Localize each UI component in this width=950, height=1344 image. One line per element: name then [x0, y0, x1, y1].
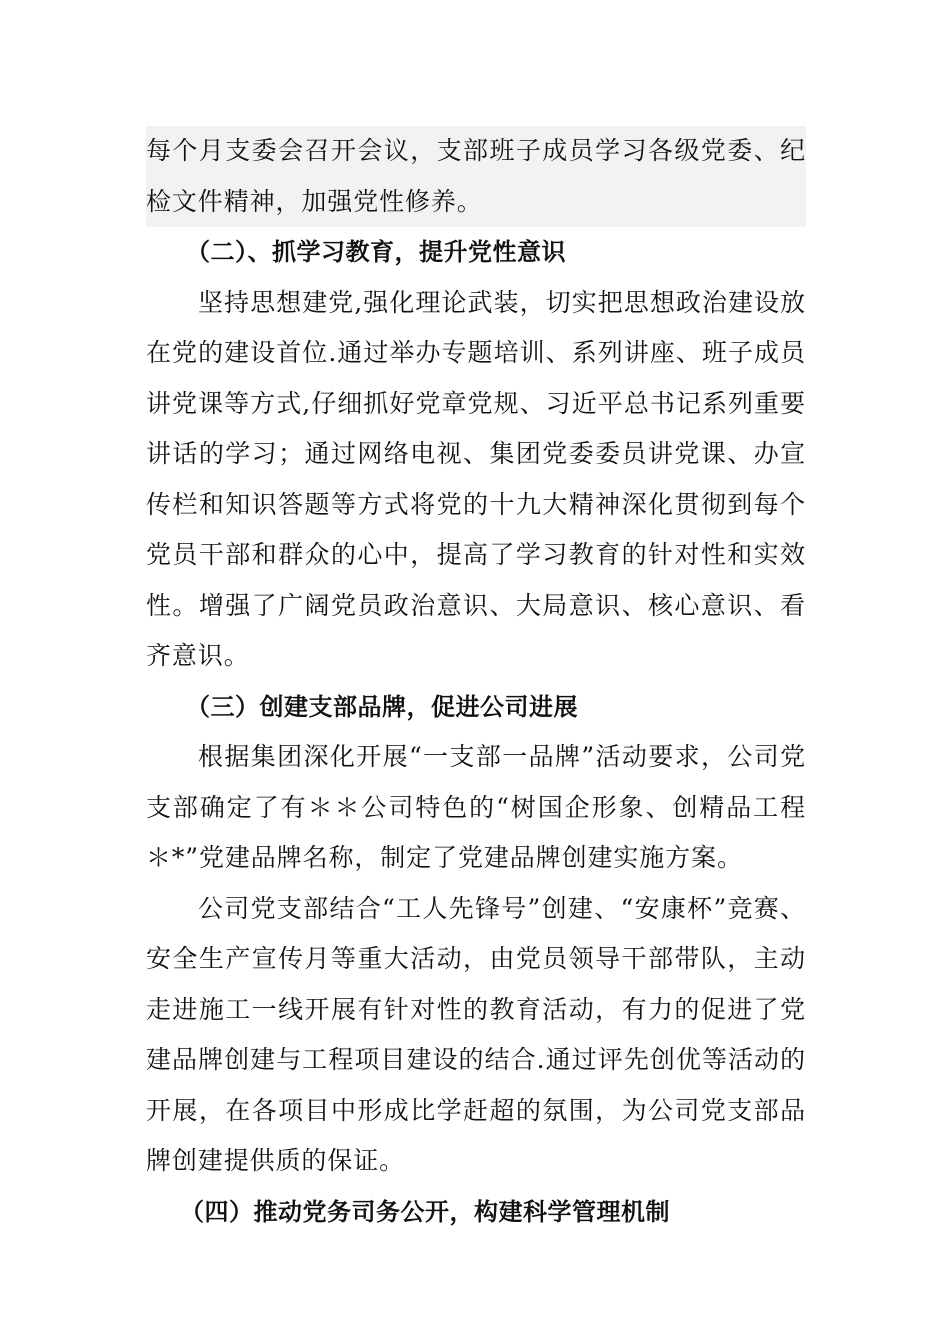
paragraph-party-meetings: 每个月支委会召开会议，支部班子成员学习各级党委、纪检文件精神，加强党性修养。 — [146, 126, 806, 227]
paragraph-branch-brand-plan: 根据集团深化开展“一支部一品牌”活动要求，公司党支部确定了有＊＊公司特色的“树国企形象、创精品工程＊*”党建品牌名称，制定了党建品牌创建实施方案。 — [146, 742, 806, 872]
section-heading-3: （三）创建支部品牌，促进公司进展 — [186, 692, 578, 721]
paragraph-study-education: 坚持思想建党,强化理论武装，切实把思想政治建设放在党的建设首位.通过举办专题培训、系列讲座、班子成员讲党课等方式,仔细抓好党章党规、习近平总书记系列重要讲话的学习；通过网络电视、集团党委委员讲党课、办宣传栏和知识答题等方式将党的十九大精神深化贯彻到每个党员干部和群众的心中，提高了学习教育的针对性和实效性。增强了广阔党员政治意识、大局意识、核心意识、看齐意识。 — [146, 287, 806, 670]
section-heading-2: （二）、抓学习教育，提升党性意识 — [186, 238, 566, 266]
paragraph-branch-brand-activities: 公司党支部结合“工人先锋号”创建、“安康杯”竞赛、安全生产宣传月等重大活动，由党员领导干部带队，主动走进施工一线开展有针对性的教育活动，有力的促进了党建品牌创建与工程项目建设的结合.通过评先创优等活动的开展，在各项目中形成比学赶超的氛围，为公司党支部品牌创建提供质的保证。 — [146, 893, 806, 1175]
document-body — [146, 126, 806, 1237]
section-heading-4: （四）推动党务司务公开，构建科学管理机制 — [180, 1197, 670, 1226]
